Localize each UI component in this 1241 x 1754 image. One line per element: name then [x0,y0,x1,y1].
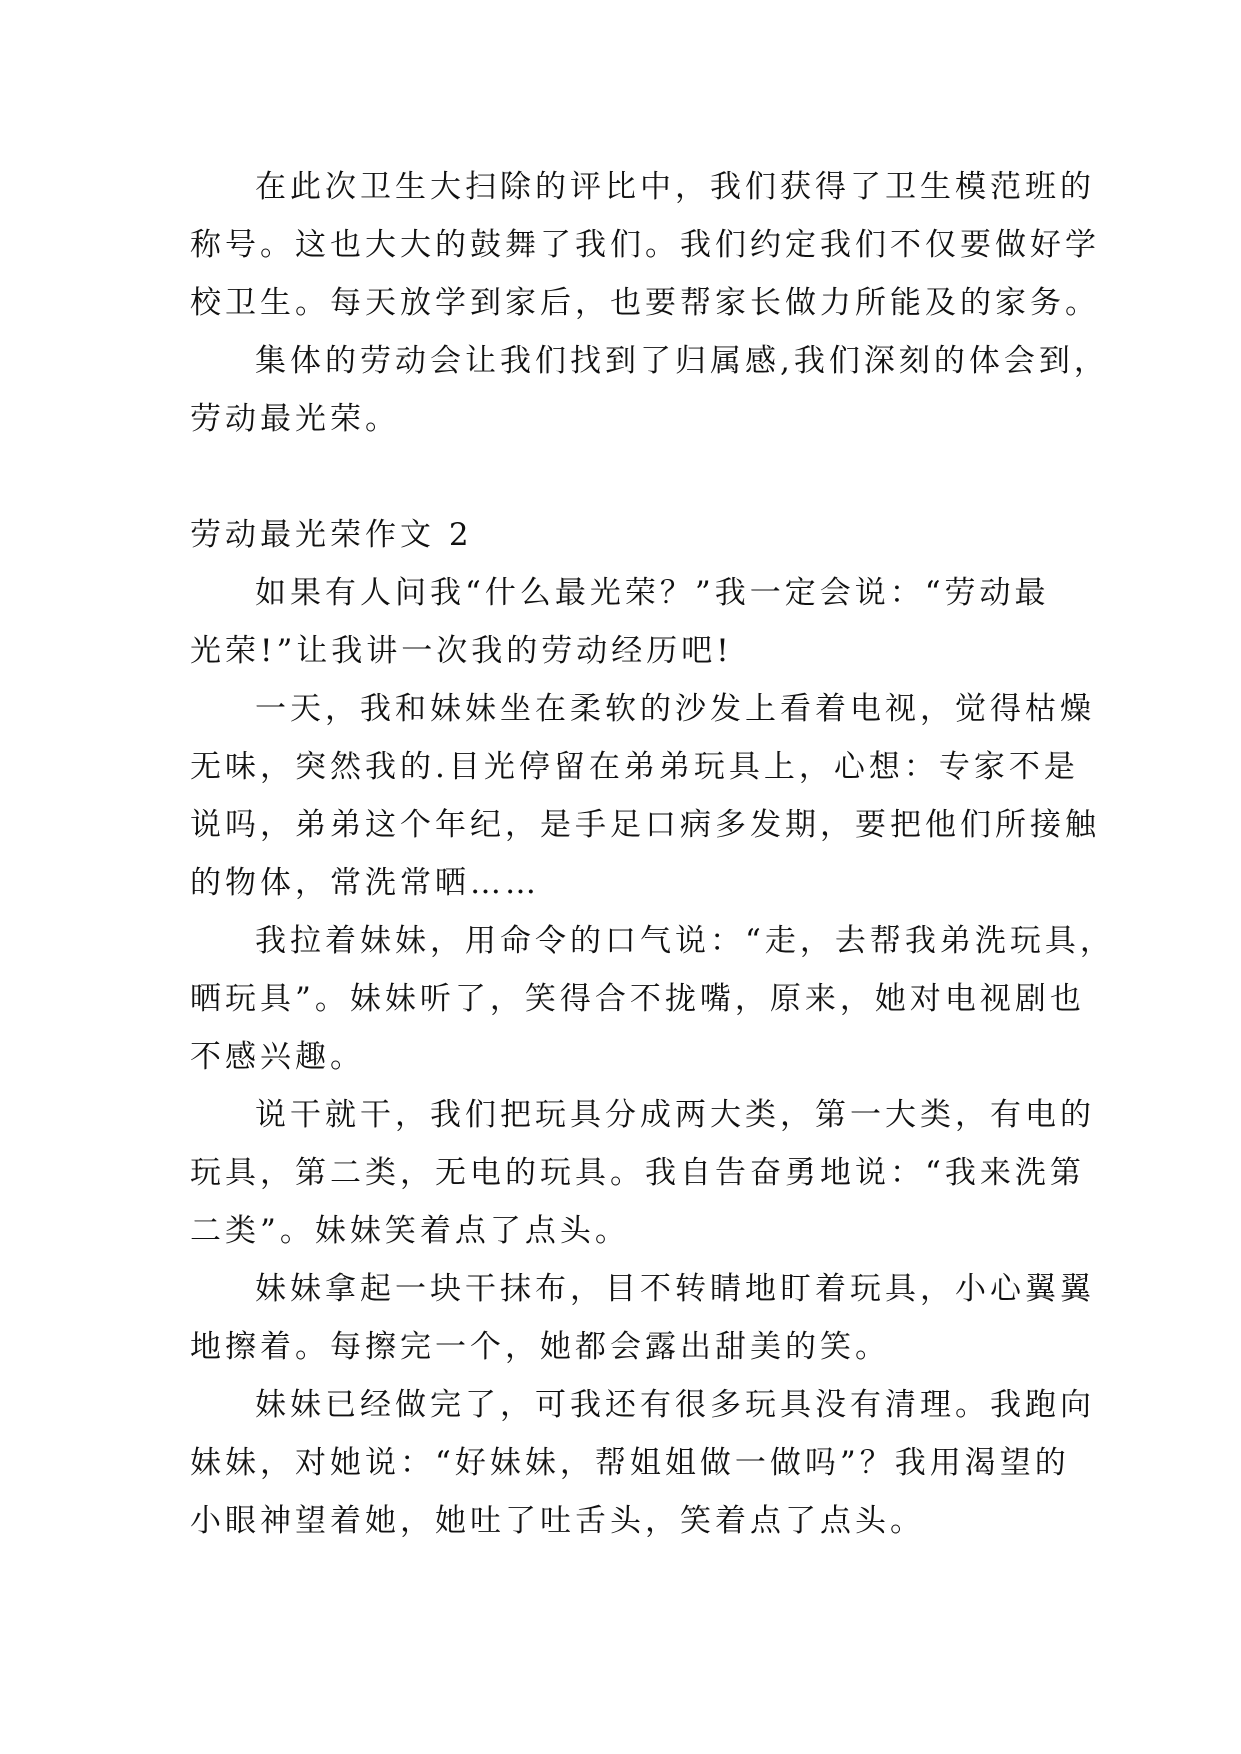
paragraph-line: 小眼神望着她，她吐了吐舌头，笑着点了点头。 [190,1503,925,1539]
paragraph-line: 妹妹已经做完了，可我还有很多玩具没有清理。我跑向 [255,1387,1095,1423]
paragraph-line: 劳动最光荣。 [190,401,400,437]
paragraph-line: 我拉着妹妹，用命令的口气说：“走，去帮我弟洗玩具， [255,923,1115,959]
paragraph-line: 不感兴趣。 [190,1039,365,1075]
paragraph-line: 妹妹拿起一块干抹布，目不转睛地盯着玩具，小心翼翼 [255,1271,1095,1307]
paragraph-line: 妹妹，对她说：“好妹妹，帮姐姐做一做吗”？我用渴望的 [190,1445,1070,1481]
paragraph-line: 无味，突然我的.目光停留在弟弟玩具上，心想：专家不是 [190,749,1079,785]
paragraph-line: 在此次卫生大扫除的评比中，我们获得了卫生模范班的 [255,169,1095,205]
paragraph-line: 说吗，弟弟这个年纪，是手足口病多发期，要把他们所接触 [190,807,1100,843]
paragraph-line: 地擦着。每擦完一个，她都会露出甜美的笑。 [190,1329,890,1365]
paragraph-line: 说干就干，我们把玩具分成两大类，第一大类，有电的 [255,1097,1095,1133]
section-title: 劳动最光荣作文 2 [190,517,473,553]
paragraph-line: 晒玩具”。妹妹听了，笑得合不拢嘴，原来，她对电视剧也 [190,981,1085,1017]
paragraph-line: 二类”。妹妹笑着点了点头。 [190,1213,630,1249]
paragraph-line: 如果有人问我“什么最光荣？”我一定会说：“劳动最 [255,575,1050,611]
paragraph-line: 玩具，第二类，无电的玩具。我自告奋勇地说：“我来洗第 [190,1155,1085,1191]
paragraph-line: 光荣!”让我讲一次我的劳动经历吧! [190,633,733,669]
paragraph-line: 的物体，常洗常晒…… [190,865,540,901]
paragraph-line: 集体的劳动会让我们找到了归属感,我们深刻的体会到， [255,343,1109,379]
paragraph-line: 称号。这也大大的鼓舞了我们。我们约定我们不仅要做好学 [190,227,1100,263]
paragraph-line: 一天，我和妹妹坐在柔软的沙发上看着电视，觉得枯燥 [255,691,1095,727]
paragraph-line: 校卫生。每天放学到家后，也要帮家长做力所能及的家务。 [190,285,1100,321]
